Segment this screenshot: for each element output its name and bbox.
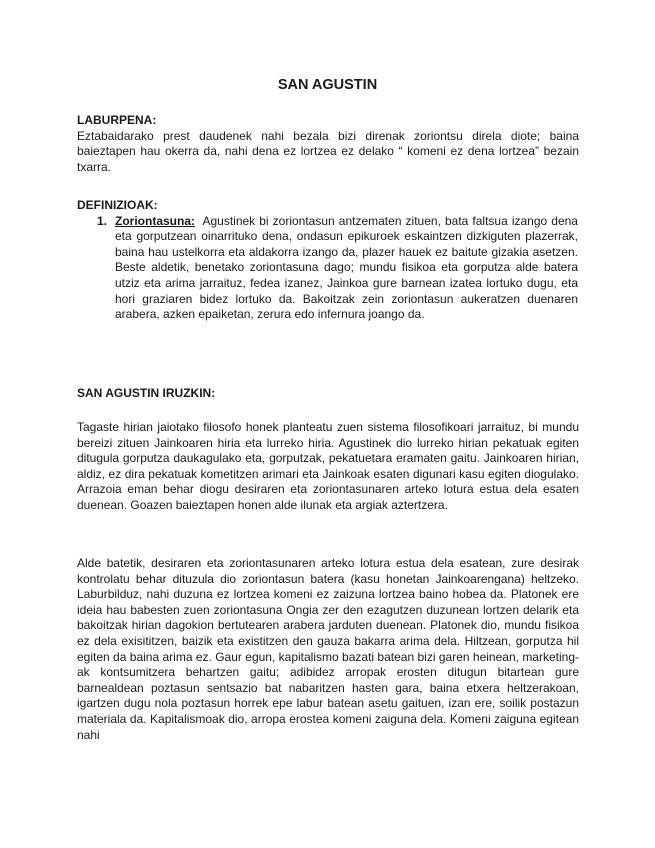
commentary-paragraph-2: Alde batetik, desiraren eta zoriontasunaren arteko lotura estua dela esatean, zure desirak kontrolatu behar dituzula dio zoriontasun batera (kasu honetan Jainkoarengana) heltzeko. Laburbilduz, nahi duzuna ez lortzea komeni ez zaizuna lortzea baino hobea da. Platonek ere ideia hau babesten zuen zoriontasuna Ongia zer den ezagutzen duzunean lortzen delarik eta bakoitzak hirian dagokion bertutearen arabera jarduten duenean. Platonek dio, mundu fisikoa ez dela exisititzen, baizik eta existitzen den gauza bakarra arima dela. Hiltzean, gorputza hil egiten da baina arima ez. Gaur egun, kapitalismo bazati batean bizi garen heinean, marketing-ak kontsumitzera behartzen gaitu; adibidez arropak erosten ditugun bitartean gure barnealdean poztasun sentsazio bat nabaritzen hasten gara, baina etxera heltzerakoan, igartzen dugu nola poztasun horrek epe labur batean asetu gaituen, izan ere, soilik postazun materiala da. Kapitalismoak dio, arropa erostea komeni zaiguna dela. Komeni zaiguna egitean nahi: [77, 556, 579, 742]
page-title: SAN AGUSTIN: [277, 77, 378, 93]
commentary-paragraph-1: Tagaste hirian jaiotako filosofo honek planteatu zuen sistema filosofikoari jarraituz, bi mundu bereizi zituen Jainkoaren hiria eta lurreko hiria. Agustinek dio lurreko hirian pekatuak egiten ditugula gorputza daukagulako eta, gorputzak, pekatuetara eramaten gaitu. Jainkoaren hirian, aldiz, ez dira pekatuak kometitzen arimari eta Jainkoak esaten digunari kasu egiten diogulako. Arrazoia eman behar diogu desiraren eta zoriontasunaren arteko lotura estua dela esaten duenean. Goazen baieztapen honen alde ilunak eta argiak aztertzera.: [77, 420, 579, 512]
commentary-section: [77, 386, 579, 402]
definitions-section: [77, 198, 579, 323]
definition-item: [77, 214, 579, 323]
summary-text: Eztabaidarako prest daudenek nahi bezala bizi direnak zoriontsu direla diote; baina baieztapen hau okerra da, nahi dena ez lortzea ez delako “ komeni ez dena lortzea” bezain txarra.: [77, 128, 579, 174]
commentary-heading: SAN AGUSTIN IRUZKIN:: [77, 386, 216, 400]
definition-term: Zoriontasuna:: [115, 213, 195, 228]
summary-section: [77, 113, 579, 175]
definition-number: 1.: [97, 213, 108, 228]
definition-text: Agustinek bi zoriontasun antzematen zituen, bata faltsua izango dena eta gorputzean oinarrituko dena, ondasun epikuroek eskaintzen dizkiguten plazerrak, baina hau ustelkorra eta aldakorra izango da, plazer hauek ez baitute gizakia asetzen. Beste aldetik, benetako zoriontasuna dago; mundu fisikoa eta gorputza alde batera utziz eta arima jarraituz, fedea izanez, Jainkoa gure barnean izatea lortuko dugu, eta hori graziaren bidez lortuko da. Bakoitzak zein zoriontasun aukeratzen duenaren arabera, azken epaiketan, zerura edo infernura joango da.: [115, 213, 578, 322]
summary-heading: LABURPENA:: [77, 113, 157, 127]
definitions-list: [77, 214, 579, 323]
definitions-heading: DEFINIZIOAK:: [77, 198, 158, 212]
